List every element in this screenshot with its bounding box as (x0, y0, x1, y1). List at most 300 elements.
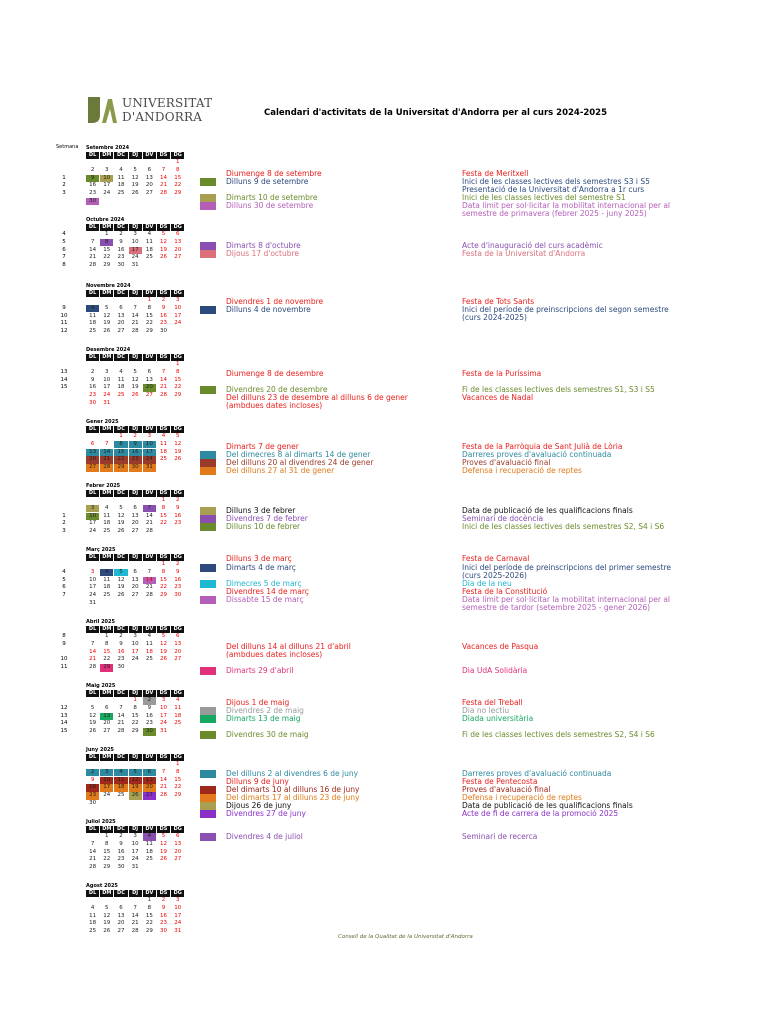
day-cell: 29 (100, 664, 113, 672)
weekday-label: DG (171, 354, 184, 361)
day-cell (129, 198, 142, 206)
week-number: 12 (60, 328, 68, 335)
day-cell (114, 159, 127, 167)
month-calendar (86, 746, 196, 808)
week-row (86, 841, 196, 849)
day-cell: 25 (89, 328, 97, 335)
day-cell: 19 (89, 720, 97, 727)
day-cell: 20 (117, 920, 125, 927)
week-number: 13 (60, 368, 68, 375)
month-calendar (86, 682, 196, 736)
weekday-label: DV (143, 690, 156, 697)
day-cell (86, 159, 99, 167)
weekday-label: DL (86, 826, 99, 833)
week-row (86, 361, 196, 369)
event-date: (ambdues dates incloses) (226, 401, 323, 410)
event-color-swatch (200, 667, 216, 675)
event-description: Data de publicació de les qualificacions finals (462, 801, 633, 810)
day-cell: 14 (89, 246, 97, 253)
day-cell (129, 297, 142, 305)
event-color-swatch (200, 580, 216, 588)
day-cell: 1 (119, 433, 123, 439)
day-cell: 19 (117, 520, 125, 527)
event-date: Dimecres 5 de març (226, 579, 302, 588)
month-name: Octubre 2024 (86, 217, 125, 223)
week-number: 10 (60, 656, 68, 663)
day-cell (171, 800, 184, 808)
weekday-label: DC (114, 626, 127, 633)
weekday-label: DJ (129, 826, 142, 833)
day-cell: 20 (174, 246, 182, 253)
day-cell: 27 (174, 254, 182, 261)
day-cell: 25 (145, 856, 153, 863)
day-cell: 4 (86, 305, 99, 313)
weekday-label: DL (86, 152, 99, 159)
day-cell: 4 (105, 504, 109, 511)
weekday-label: DM (100, 290, 113, 297)
week-row (86, 920, 196, 928)
week-row (86, 198, 196, 206)
weekday-header (86, 490, 196, 497)
event-description: Dia UdA Solidària (462, 666, 528, 675)
day-cell: 23 (89, 190, 97, 197)
weekday-header (86, 890, 196, 897)
day-cell (100, 897, 113, 905)
day-cell (129, 561, 142, 569)
day-cell: 10 (131, 640, 139, 647)
event-description: Festa de Meritxell (462, 169, 529, 178)
event-date: Dilluns 9 de juny (226, 777, 289, 786)
day-cell: 29 (103, 262, 111, 269)
day-cell: 25 (89, 928, 97, 935)
event-date: Del dilluns 20 al divendres 24 de gener (226, 458, 374, 467)
week-number: 1 (62, 512, 66, 519)
day-cell: 29 (174, 190, 182, 197)
month-calendar (86, 618, 196, 672)
event-description: Presentació de la Universitat d'Andorra a 1r curs (462, 185, 645, 194)
weekday-label: DC (114, 826, 127, 833)
event-color-swatch (200, 242, 216, 250)
day-cell (129, 400, 142, 408)
day-cell: 17 (160, 712, 168, 719)
day-cell: 9 (161, 304, 166, 311)
week-number: 3 (62, 190, 66, 197)
event-description: Acte de fi de carrera de la promoció 2025 (462, 809, 619, 818)
week-row (86, 849, 196, 857)
day-cell: 10 (100, 777, 113, 785)
day-cell: 8 (105, 840, 109, 847)
event-description: semestre de tardor (setembre 2025 - gener 2026) (462, 603, 651, 612)
week-row (86, 433, 196, 441)
week-row (86, 761, 196, 769)
day-cell: 17 (174, 312, 182, 319)
event-description: Festa de la Puríssima (462, 369, 542, 378)
day-cell: 21 (117, 720, 125, 727)
day-cell: 7 (161, 166, 166, 173)
day-cell: 7 (147, 568, 152, 575)
day-cell (157, 761, 170, 769)
day-cell: 27 (86, 464, 99, 472)
day-cell (100, 433, 113, 441)
day-cell: 19 (103, 320, 111, 327)
event-color-swatch (200, 507, 216, 515)
day-cell: 20 (174, 848, 182, 855)
weekday-label: DM (100, 690, 113, 697)
weekday-label: DV (143, 754, 156, 761)
day-cell: 13 (117, 912, 125, 919)
day-cell: 31 (89, 599, 97, 606)
event-description: Dia no lectiu (462, 706, 510, 715)
week-number: 5 (62, 576, 66, 583)
week-number: 6 (62, 584, 66, 591)
event-date: Dilluns 10 de febrer (226, 522, 301, 531)
day-cell: 13 (174, 840, 182, 847)
day-cell: 9 (90, 776, 95, 783)
day-cell: 8 (147, 904, 152, 911)
day-cell (157, 464, 170, 472)
week-row (86, 792, 196, 800)
event-color-swatch (200, 459, 216, 467)
week-row (86, 856, 196, 864)
week-row (86, 864, 196, 872)
day-cell: 16 (145, 712, 153, 719)
day-cell: 2 (90, 166, 95, 173)
event-date: Divendres 2 de maig (226, 706, 304, 715)
day-cell: 10 (143, 441, 156, 449)
day-cell: 11 (89, 912, 97, 919)
day-cell (114, 761, 127, 769)
day-cell: 24 (131, 856, 139, 863)
logo-line-2: D'ANDORRA (122, 110, 203, 124)
event-date: Dilluns 3 de març (226, 554, 292, 563)
day-cell: 22 (160, 520, 168, 527)
day-cell: 15 (145, 312, 153, 319)
day-cell: 10 (160, 704, 168, 711)
day-cell: 16 (174, 512, 182, 519)
day-cell: 21 (131, 320, 139, 327)
event-description: semestre de primavera (febrer 2025 - juny 2025) (462, 209, 647, 218)
week-row (86, 800, 196, 808)
day-cell (171, 328, 184, 336)
day-cell: 12 (131, 376, 139, 383)
day-cell: 31 (174, 928, 182, 935)
week-row (86, 297, 196, 305)
day-cell: 21 (160, 784, 168, 791)
month-name: Desembre 2024 (86, 347, 131, 353)
day-cell: 29 (145, 328, 153, 335)
day-cell: 9 (175, 568, 180, 575)
weekday-label: DG (171, 890, 184, 897)
day-cell: 15 (160, 512, 168, 519)
week-number: 14 (60, 376, 68, 383)
week-number: 11 (60, 320, 68, 327)
event-description: Diada universitària (462, 714, 534, 723)
week-number: 11 (60, 664, 68, 671)
day-cell (100, 600, 113, 608)
event-description: Inici del període de preinscripcions del primer semestre (462, 563, 672, 572)
week-row (86, 592, 196, 600)
day-cell (157, 198, 170, 206)
event-date: Del dilluns 2 al divendres 6 de juny (226, 769, 359, 778)
weekday-label: DC (114, 152, 127, 159)
day-cell: 19 (117, 584, 125, 591)
day-cell: 24 (103, 792, 111, 799)
weekday-label: DM (100, 224, 113, 231)
day-cell: 26 (174, 456, 182, 463)
day-cell (114, 361, 127, 369)
event-color-swatch (200, 802, 216, 810)
event-description: Fi de les classes lectives dels semestres S1, S3 i S5 (462, 385, 655, 394)
day-cell (86, 761, 99, 769)
event-color-swatch (200, 731, 216, 739)
day-cell: 10 (131, 238, 139, 245)
week-row (86, 697, 196, 705)
day-cell: 15 (174, 376, 182, 383)
day-cell: 17 (129, 247, 142, 255)
day-cell: 28 (145, 528, 153, 535)
day-cell: 27 (145, 392, 153, 399)
weekday-label: DL (86, 554, 99, 561)
day-cell: 13 (117, 312, 125, 319)
weekday-label: DG (171, 626, 184, 633)
day-cell: 28 (131, 928, 139, 935)
day-cell: 12 (129, 777, 142, 785)
day-cell (171, 262, 184, 270)
day-cell: 8 (175, 768, 180, 775)
event-color-swatch (200, 715, 216, 723)
weekday-label: DM (100, 626, 113, 633)
weekday-label: DJ (129, 224, 142, 231)
day-cell: 15 (114, 449, 127, 457)
day-cell (171, 600, 184, 608)
day-cell: 28 (131, 328, 139, 335)
day-cell: 3 (147, 433, 152, 439)
day-cell: 6 (175, 633, 180, 639)
month-name: Març 2025 (86, 547, 116, 553)
day-cell: 26 (131, 392, 139, 399)
day-cell: 8 (133, 704, 137, 711)
day-cell: 27 (143, 792, 156, 800)
weekday-label: DC (114, 890, 127, 897)
day-cell: 23 (117, 254, 125, 261)
day-cell (143, 262, 156, 270)
day-cell: 12 (117, 512, 125, 519)
event-color-swatch (200, 451, 216, 459)
day-cell: 8 (114, 441, 127, 449)
day-cell: 19 (129, 784, 142, 792)
day-cell: 14 (131, 912, 139, 919)
day-cell: 16 (89, 384, 97, 391)
day-cell: 3 (90, 568, 95, 575)
day-cell: 23 (145, 720, 153, 727)
day-cell: 1 (147, 897, 152, 903)
weekday-label: DV (143, 554, 156, 561)
day-cell: 5 (129, 769, 142, 777)
day-cell: 8 (175, 166, 180, 173)
day-cell: 21 (89, 656, 97, 663)
week-number: 10 (60, 312, 68, 319)
day-cell: 24 (89, 592, 97, 599)
day-cell: 12 (174, 440, 182, 447)
day-cell (157, 600, 170, 608)
weekday-label: DV (143, 890, 156, 897)
day-cell (86, 697, 99, 705)
event-description: Vacances de Nadal (462, 393, 534, 402)
day-cell: 14 (160, 776, 168, 783)
day-cell (143, 800, 156, 808)
weekday-label: DL (86, 490, 99, 497)
weekday-label: DS (157, 890, 170, 897)
day-cell: 6 (90, 440, 95, 447)
week-number: 5 (62, 238, 66, 245)
week-row (86, 728, 196, 736)
day-cell: 16 (89, 182, 97, 189)
day-cell: 11 (145, 840, 153, 847)
weekday-label: DS (157, 826, 170, 833)
day-cell: 9 (129, 441, 142, 449)
week-number: 14 (60, 720, 68, 727)
day-cell: 29 (131, 728, 139, 735)
weekday-label: DS (157, 554, 170, 561)
week-number: 4 (62, 231, 66, 237)
weekday-label: DL (86, 354, 99, 361)
week-number: 4 (62, 568, 66, 575)
day-cell: 1 (161, 497, 166, 503)
day-cell: 23 (89, 392, 97, 399)
week-number: 13 (60, 712, 68, 719)
day-cell: 14 (117, 712, 125, 719)
day-cell: 18 (117, 182, 125, 189)
day-cell: 15 (174, 776, 182, 783)
weekday-header (86, 690, 196, 697)
day-cell: 9 (119, 238, 123, 245)
day-cell: 17 (103, 384, 111, 391)
weekday-header (86, 626, 196, 633)
event-date: Dimarts 13 de maig (226, 714, 301, 723)
day-cell (100, 561, 113, 569)
event-date: Diumenge 8 de setembre (226, 169, 322, 178)
day-cell: 26 (131, 190, 139, 197)
week-row (86, 464, 196, 472)
day-cell: 6 (147, 368, 152, 375)
day-cell: 14 (143, 577, 156, 585)
weekday-label: DG (171, 690, 184, 697)
day-cell: 21 (145, 520, 153, 527)
event-date: Diumenge 8 de desembre (226, 369, 324, 378)
day-cell: 25 (145, 254, 153, 261)
day-cell (157, 159, 170, 167)
day-cell: 19 (131, 384, 139, 391)
day-cell: 18 (89, 320, 97, 327)
day-cell (114, 400, 127, 408)
day-cell: 8 (175, 368, 180, 375)
day-cell (114, 497, 127, 505)
day-cell: 10 (174, 304, 182, 311)
day-cell: 9 (119, 840, 123, 847)
event-color-swatch (200, 810, 216, 818)
weekday-header (86, 826, 196, 833)
day-cell: 24 (174, 920, 182, 927)
day-cell: 5 (114, 569, 127, 577)
day-cell (143, 864, 156, 872)
day-cell (114, 897, 127, 905)
week-number: 15 (60, 728, 68, 735)
week-row (86, 313, 196, 321)
day-cell: 30 (129, 464, 142, 472)
day-cell (114, 561, 127, 569)
weekday-label: DC (114, 290, 127, 297)
event-description: Data límit per sol·licitar la mobilitat internacional per al (462, 201, 671, 210)
event-description: Festa de Tots Sants (462, 297, 535, 306)
day-cell: 24 (143, 456, 156, 464)
week-row (86, 400, 196, 408)
day-cell: 28 (117, 728, 125, 735)
day-cell: 17 (174, 912, 182, 919)
week-row (86, 784, 196, 792)
day-cell (143, 400, 156, 408)
day-cell: 16 (174, 576, 182, 583)
event-date: Divendres 4 de juliol (226, 832, 303, 841)
week-row (86, 528, 196, 536)
day-cell (157, 361, 170, 369)
day-cell: 4 (147, 633, 152, 639)
day-cell: 28 (100, 464, 113, 472)
day-cell (171, 400, 184, 408)
weekday-header (86, 426, 196, 433)
weekday-label: DJ (129, 690, 142, 697)
week-row (86, 456, 196, 464)
day-cell (143, 561, 156, 569)
week-row (86, 305, 196, 313)
week-row (86, 584, 196, 592)
day-cell: 28 (89, 864, 97, 871)
event-description: Proves d'avaluació final (462, 458, 551, 467)
event-date: Dijous 26 de juny (226, 801, 292, 810)
month-calendar (86, 216, 196, 270)
day-cell: 4 (90, 904, 95, 911)
day-cell: 16 (129, 449, 142, 457)
day-cell: 23 (129, 456, 142, 464)
day-cell: 8 (147, 304, 152, 311)
event-description: Festa de la Constitució (462, 587, 548, 596)
day-cell: 14 (160, 174, 168, 181)
month-name: Maig 2025 (86, 683, 116, 689)
event-description: Inici de les classes lectives del semestre S1 (462, 193, 626, 202)
day-cell: 6 (143, 769, 156, 777)
day-cell: 9 (90, 376, 95, 383)
day-cell: 3 (175, 897, 180, 903)
day-cell: 21 (100, 456, 113, 464)
event-date: Dilluns 30 de setembre (226, 201, 314, 210)
day-cell: 13 (131, 576, 139, 583)
day-cell: 29 (174, 792, 182, 799)
weekday-label: DV (143, 490, 156, 497)
day-cell: 26 (117, 528, 125, 535)
weekday-label: DC (114, 754, 127, 761)
day-cell: 24 (103, 392, 111, 399)
day-cell: 24 (131, 254, 139, 261)
weekday-label: DJ (129, 426, 142, 433)
day-cell: 21 (89, 856, 97, 863)
day-cell (86, 633, 99, 641)
day-cell: 17 (131, 848, 139, 855)
event-date: Dimarts 29 d'abril (226, 666, 294, 675)
day-cell: 23 (160, 320, 168, 327)
weekday-label: DC (114, 426, 127, 433)
logo-line-1: UNIVERSITAT (122, 96, 213, 110)
week-row (86, 897, 196, 905)
event-description: Proves d'avaluació final (462, 785, 551, 794)
